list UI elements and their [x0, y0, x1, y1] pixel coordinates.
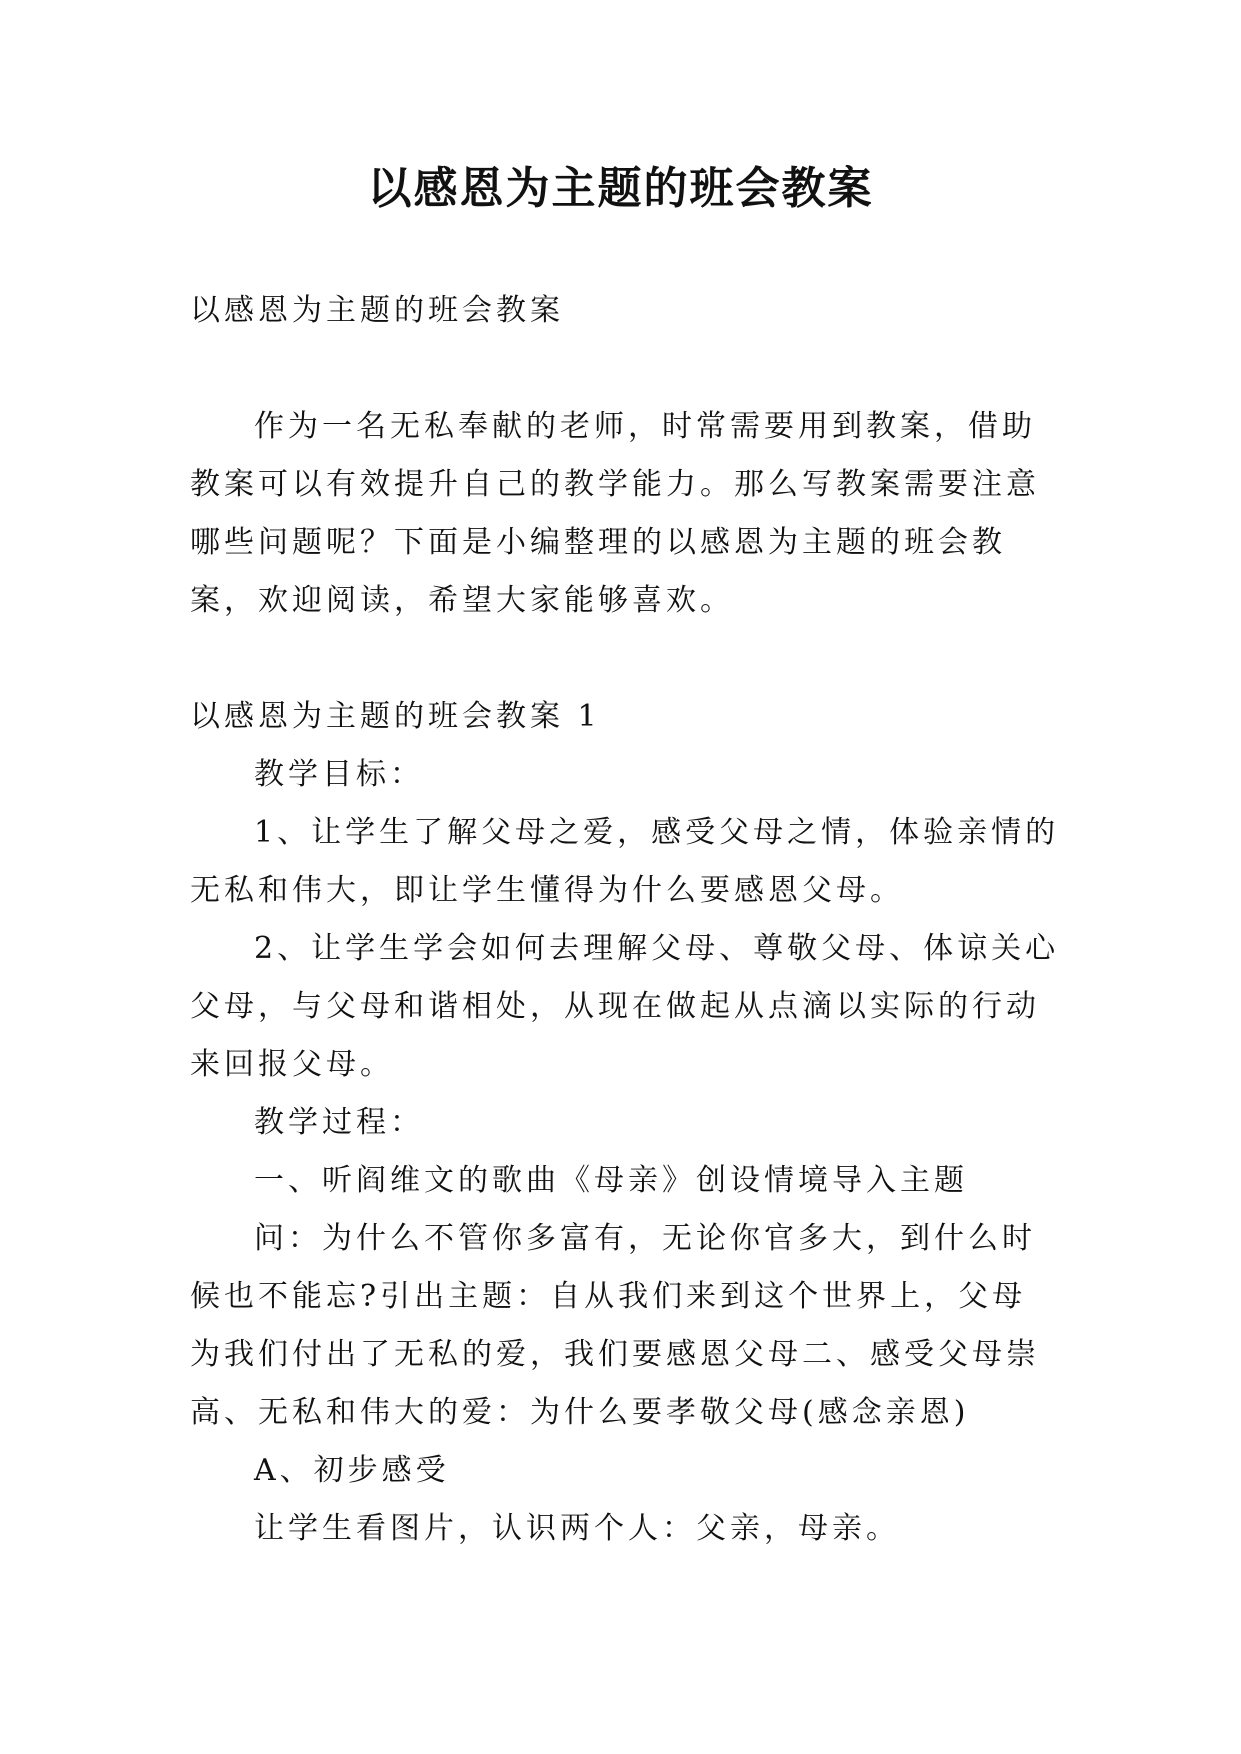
paragraph: 2、让学生学会如何去理解父母、尊敬父母、体谅关心父母，与父母和谐相处，从现在做起从点滴以实际的行动来回报父母。: [190, 931, 1060, 1082]
paragraph: 让学生看图片，认识两个人：父亲，母亲。: [254, 1511, 900, 1546]
paragraph: 一、听阎维文的歌曲《母亲》创设情境导入主题: [254, 1163, 968, 1198]
paragraph-spacer: [190, 340, 1060, 398]
paragraph: 作为一名无私奉献的老师，时常需要用到教案，借助教案可以有效提升自己的教学能力。那么写教案需要注意哪些问题呢？下面是小编整理的以感恩为主题的班会教案，欢迎阅读，希望大家能够喜欢。: [190, 409, 1040, 618]
paragraph-spacer: [190, 630, 1060, 688]
paragraph: 问：为什么不管你多富有，无论你官多大，到什么时候也不能忘?引出主题：自从我们来到这个世界上，父母为我们付出了无私的爱，我们要感恩父母二、感受父母崇高、无私和伟大的爱：为什么要孝敬父母(感念亲恩): [190, 1221, 1040, 1430]
paragraph: A、初步感受: [254, 1453, 450, 1488]
paragraph: 1、让学生了解父母之爱，感受父母之情，体验亲情的无私和伟大，即让学生懂得为什么要感恩父母。: [190, 815, 1060, 908]
paragraph: 以感恩为主题的班会教案 1: [190, 699, 601, 734]
paragraph: 教学过程：: [254, 1105, 424, 1140]
paragraph: 教学目标：: [254, 757, 424, 792]
paragraph: 以感恩为主题的班会教案: [190, 293, 564, 328]
document-body: [190, 282, 1060, 1558]
document-title: 以感恩为主题的班会教案: [367, 163, 874, 214]
